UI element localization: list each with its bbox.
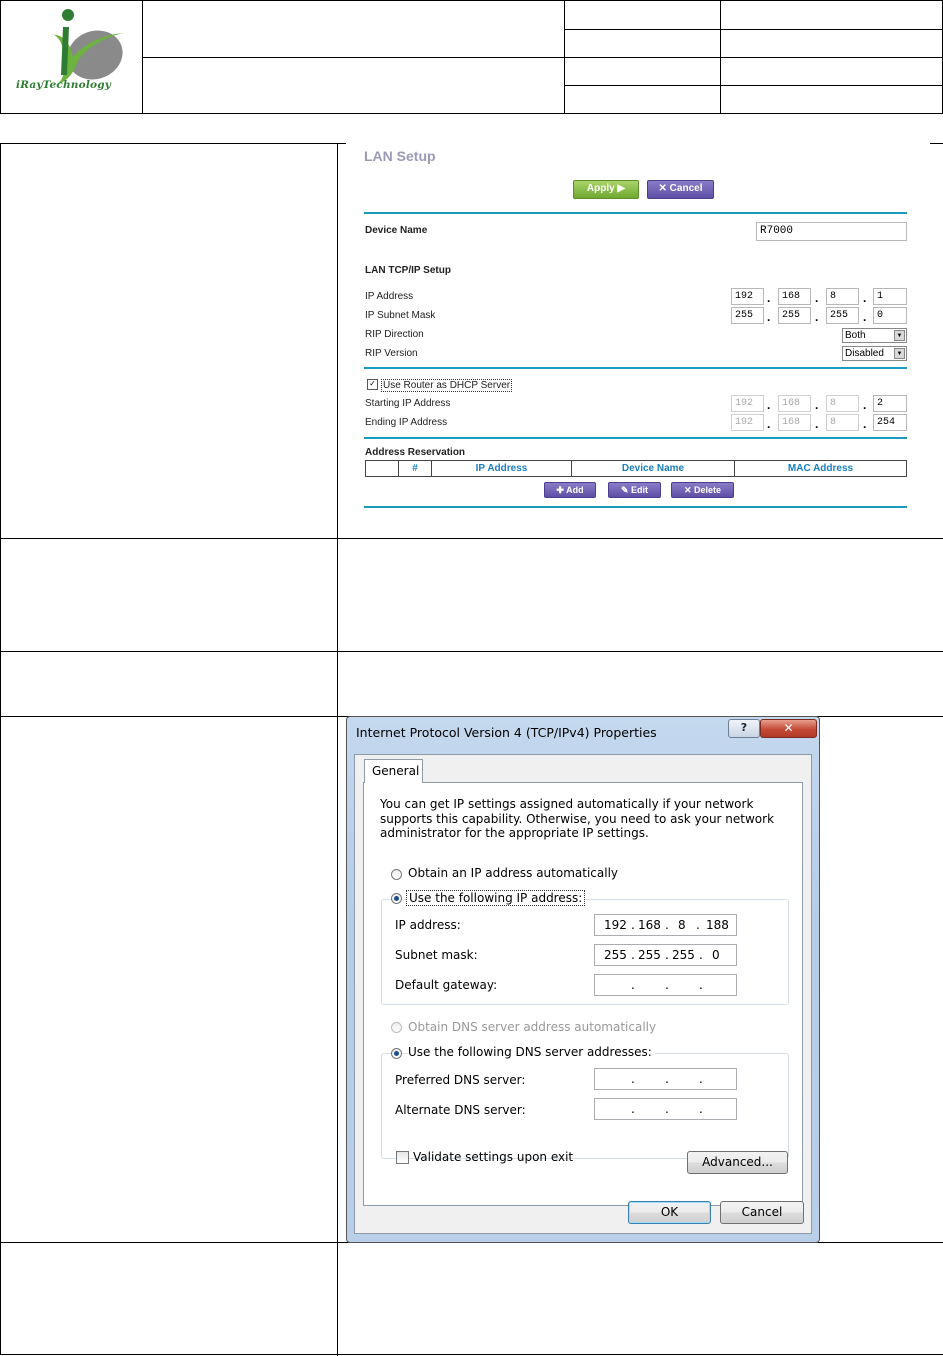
start-ip-octet-3[interactable]: 8 [826,395,859,412]
rip-direction-value: Both [845,330,866,341]
obtain-dns-auto-radio[interactable] [391,1022,402,1033]
validate-settings-checkbox[interactable] [396,1151,409,1164]
advanced-button[interactable]: Advanced... [687,1151,788,1174]
ip-address-input[interactable]: 192 . 168 . 8 . 188 [594,914,737,936]
rip-version-select[interactable] [842,346,907,361]
edit-button[interactable]: ✎ Edit [608,482,661,498]
subnet-octet-4[interactable]: 0 [873,307,907,324]
help-button[interactable]: ? [728,719,760,738]
divider [364,506,907,508]
company-logo [13,5,133,105]
ip-address-label: IP address: [395,918,461,932]
end-ip-octet-2[interactable]: 168 [778,414,811,431]
divider [364,437,907,439]
obtain-ip-auto-radio[interactable] [391,869,402,880]
subnet-octet-2[interactable]: 255 [778,307,811,324]
use-following-ip-label[interactable]: Use the following IP address: [406,890,585,906]
column-header: # [398,461,431,476]
apply-button[interactable]: Apply ▶ [573,180,639,199]
ip-octet-4: 188 [706,918,729,932]
ip-octet-3[interactable]: 8 [826,288,859,305]
subnet-mask-label: Subnet mask: [395,948,478,962]
column-header: MAC Address [734,461,906,476]
rip-version-value: Disabled [845,348,884,359]
obtain-ip-auto-label[interactable]: Obtain an IP address automatically [408,866,619,880]
preferred-dns-input[interactable]: . . . [594,1068,737,1090]
ip-octet-1: 192 [604,918,627,932]
dhcp-checkbox[interactable]: ✓ [367,379,378,390]
device-name-input[interactable]: R7000 [756,222,907,241]
rip-version-label: RIP Version [365,348,418,359]
delete-button[interactable]: ✕ Delete [671,482,734,498]
ipv4-properties-dialog [346,716,820,1243]
subnet-mask-input[interactable]: 255 . 255 . 255 . 0 [594,944,737,966]
lan-tcpip-heading: LAN TCP/IP Setup [365,265,451,276]
lan-setup-panel: LAN Setup Apply ▶ ✕ Cancel Device Name R7000 LAN TCP/IP Setup IP Address 192 . 168 . 8 . 1 IP Subnet Mask 255 . 255 . 255 . 0 RIP Direction Both ▼ RIP Version Disabled ▼ ✓ Use Router as DHCP Server Starting IP Address 192 . 168 . 8 . 2 Ending IP Address 192 . 168 . 8 . 254 Address Reservation # IP Address Device Name MAC Address ✚ Add ✎ Edit ✕ Delete [346,143,930,538]
header-table [0,0,943,114]
rip-direction-select[interactable] [842,328,907,343]
ip-octet-1[interactable]: 192 [731,288,764,305]
address-reservation-table [365,460,907,477]
divider [364,212,907,214]
ip-octet-2: 168 [638,918,661,932]
ending-ip-label: Ending IP Address [365,417,448,428]
use-following-dns-radio[interactable] [391,1048,402,1059]
close-button[interactable]: ✕ [760,719,817,738]
cancel-button[interactable]: Cancel [720,1201,804,1224]
ip-octet-3: 8 [678,918,686,932]
end-ip-octet-3[interactable]: 8 [826,414,859,431]
ip-octet-4[interactable]: 1 [873,288,907,305]
add-button[interactable]: ✚ Add [544,482,596,498]
subnet-octet-2: 255 [638,948,661,962]
start-ip-octet-2[interactable]: 168 [778,395,811,412]
logo-text: iRayTechnology [16,79,112,91]
ip-address-label: IP Address [365,291,414,302]
subnet-octet-3[interactable]: 255 [826,307,859,324]
use-following-ip-radio[interactable] [391,893,402,904]
device-name-label: Device Name [365,225,428,236]
dropdown-arrow-icon: ▼ [894,348,905,359]
rip-direction-label: RIP Direction [365,329,424,340]
subnet-octet-3: 255 [672,948,695,962]
default-gateway-label: Default gateway: [395,978,498,992]
starting-ip-label: Starting IP Address [365,398,451,409]
dialog-title: Internet Protocol Version 4 (TCP/IPv4) Properties [356,725,657,740]
end-ip-octet-1[interactable]: 192 [731,414,764,431]
ok-button[interactable]: OK [628,1201,711,1224]
dhcp-server-label[interactable]: Use Router as DHCP Server [383,380,511,391]
cancel-button[interactable]: ✕ Cancel [647,180,714,199]
subnet-mask-label: IP Subnet Mask [365,310,436,321]
column-header: Device Name [571,461,734,476]
subnet-octet-1[interactable]: 255 [731,307,764,324]
divider [364,367,907,369]
dialog-description: You can get IP settings assigned automatically if your network supports this capability. Otherwise, you need to ask your network administrator for the appropriate IP settings. [380,797,775,840]
dropdown-arrow-icon: ▼ [894,330,905,341]
default-gateway-input[interactable]: . . . [594,974,737,996]
end-ip-octet-4[interactable]: 254 [873,414,907,431]
obtain-dns-auto-label[interactable]: Obtain DNS server address automatically [408,1020,657,1034]
subnet-octet-1: 255 [604,948,627,962]
alternate-dns-label: Alternate DNS server: [395,1103,526,1117]
preferred-dns-label: Preferred DNS server: [395,1073,526,1087]
lan-setup-title: LAN Setup [364,148,436,164]
subnet-octet-4: 0 [712,948,720,962]
validate-settings-label[interactable]: Validate settings upon exit [413,1150,574,1164]
start-ip-octet-1[interactable]: 192 [731,395,764,412]
alternate-dns-input[interactable]: . . . [594,1098,737,1120]
column-header: IP Address [431,461,571,476]
address-reservation-heading: Address Reservation [365,447,466,458]
ip-octet-2[interactable]: 168 [778,288,811,305]
use-following-dns-label[interactable]: Use the following DNS server addresses: [408,1045,655,1059]
tab-general[interactable]: General [364,759,423,783]
start-ip-octet-4[interactable]: 2 [873,395,907,412]
